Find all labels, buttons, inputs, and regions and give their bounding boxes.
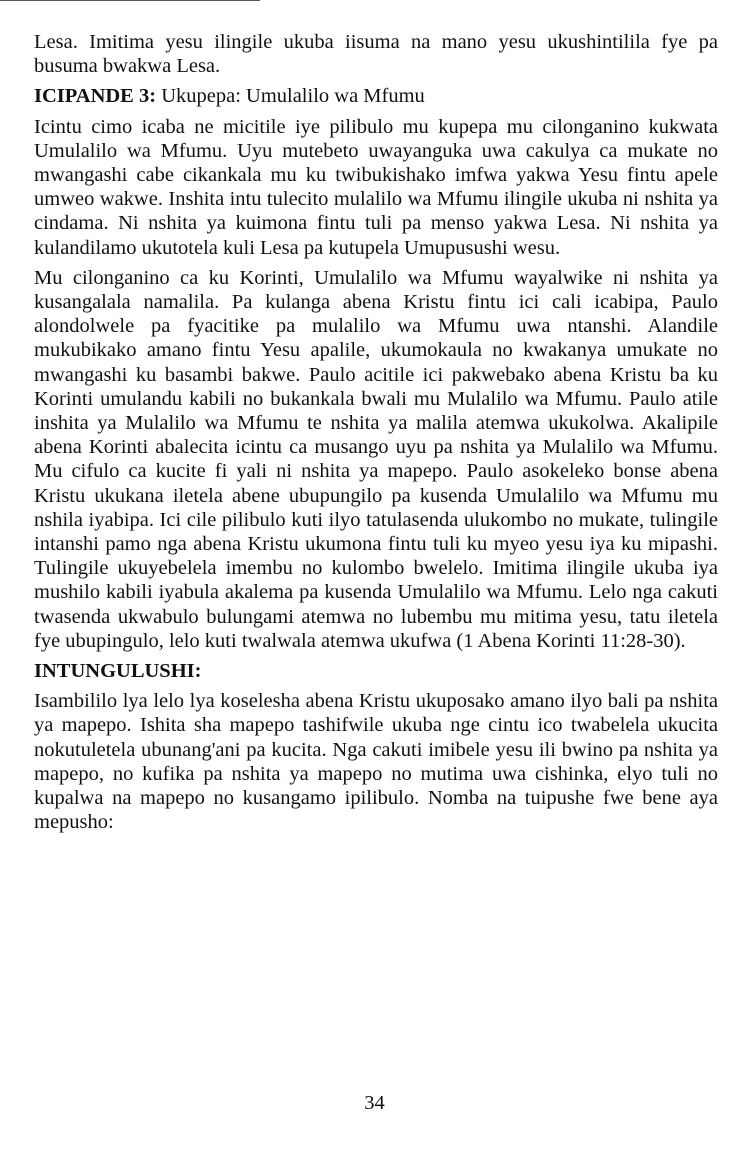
page-body (34, 30, 718, 841)
conclusion-paragraph: Isambililo lya lelo lya koselesha abena Kristu ukuposako amano ilyo bali pa nshita ya mapepo. Ishita sha mapepo tashifwile ukuba nge cintu ico twabelela ukucita nokutuletela ubunang'ani pa kucita. Nga cakuti imibele yesu ili bwino pa nshita ya mapepo, no kufika pa nshita ya mapepo no mutima uwa cishinka, elyo tuli no kupalwa na mapepo no kusangamo ipilibulo. Nomba na tuipushe fwe bene aya mepusho: (34, 690, 718, 834)
conclusion-heading (34, 659, 718, 683)
section-3-heading (34, 84, 718, 108)
section-3-label: ICIPANDE 3: (34, 85, 157, 108)
top-rule (0, 0, 260, 1)
body-paragraph-2: Mu cilonganino ca ku Korinti, Umulalilo wa Mfumu wayalwike ni nshita ya kusangalala namalila. Pa kulanga abena Kristu fintu ici cali icabipa, Paulo alondolwele pa fyacitike pa mulalilo wa Mfumu uwa ntanshi. Alandile mukubikako amano fintu Yesu apalile, ukumokaula no kwakanya umukate no mwangashi ku basambi bakwe. Paulo acitile ici pakwebako abena Kristu ba ku Korinti umulandu kabili no bukankala bwali mu Mulalilo wa Mfumu. Paulo atile inshita ya Mulalilo wa Mfumu te nshita ya malila atemwa ukukolwa. Akalipile abena Korinti abalecita icintu ca musango uyu pa nshita ya Mulalilo wa Mfumu. Mu cifulo ca kucite fi yali ni nshita ya mapepo. Paulo asokeleko bonse abena Kristu ukukana iletela abene ubupungilo pa kusenda Umulalilo wa Mfumu mu nshila iyabipa. Ici cile pilibulo kuti ilyo tatulasenda ulukombo no mukate, tulingile intanshi pamo nga abena Kristu ukumona fintu tuli ku myeo yesu iya ku mipashi. Tulingile ukuyebelela imembu no kulombo bwelelo. Imitima ilingile ukuba iya mushilo kabili iyabula akalema pa kusenda Umulalilo wa Mfumu. Lelo nga cakuti twasenda ukwabulo bulungami atemwa no lubembu mu mitima yesu, tatu iletela fye ubupingulo, lelo kuti twalwala atemwa ukufwa (1 Abena Korinti 11:28-30). (34, 266, 718, 652)
intro-paragraph: Lesa. Imitima yesu ilingile ukuba iisuma na mano yesu ukushintilila fye pa busuma bwakwa Lesa. (34, 31, 718, 78)
section-3-title: Ukupepa: Umulalilo wa Mfumu (156, 85, 425, 108)
body-paragraph-1: Icintu cimo icaba ne micitile iye pilibulo mu kupepa mu cilonganino kukwata Umulalilo wa Mfumu. Uyu mutebeto uwayanguka uwa cakulya ca mukate no mwangashi cabe cikankala mu ku twibukishako imfwa yakwa Yesu fintu apele umweo wakwe. Inshita intu tulecito mulalilo wa Mfumu ilingile ukuba ni nshita ya cindama. Ni nshita ya kuimona fintu tuli pa menso yakwa Lesa. Ni nshita ya kulandilamo ukutotela kuli Lesa pa kutupela Umupusushi wesu. (34, 115, 718, 259)
page-number: 34 (364, 1092, 385, 1114)
conclusion-label: INTUNGULUSHI: (34, 660, 202, 683)
